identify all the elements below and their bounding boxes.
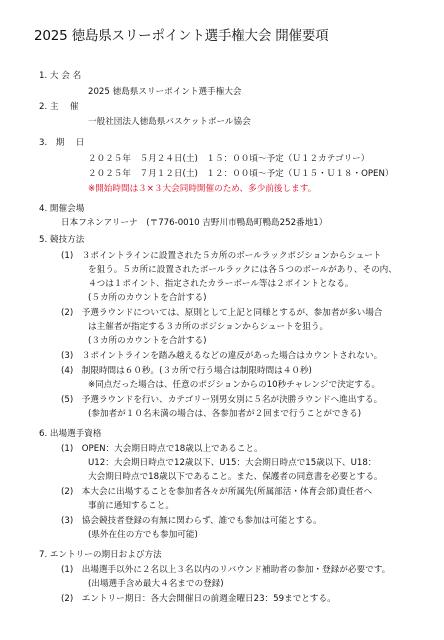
eligibility-line: (県外在住の方でも参加可能) <box>88 530 198 540</box>
eligibility-line: 事前に通知すること。 <box>88 501 174 511</box>
method-line: (５カ所のカウントを合計する) <box>88 293 207 303</box>
eligibility-line: 大会期日時点で18歳以下であること。また、保護者の同意書を必要とする。 <box>88 472 383 482</box>
method-line: ※同点だった場合は、任意のポジションからの10秒チャレンジで決定する。 <box>88 380 381 390</box>
eligibility-line: (2) 本大会に出場することを参加者各々が所属先(所属部活・体育会部)責任者へ <box>61 487 373 497</box>
entry-line: (2) エントリー期日：各大会開催日の前週金曜日23：59までとする。 <box>61 594 336 604</box>
eligibility-line: U12：大会期日時点で12歳以下、U15：大会期日時点で15歳以下、U18： <box>88 458 377 468</box>
method-line: (３カ所のカウントを合計する) <box>88 336 207 346</box>
section-heading-event-name: 1. 大 会 名 <box>39 71 82 81</box>
entry-line: (出場選手含め最大４名までの登録) <box>88 579 224 589</box>
section-heading-venue: 4. 開催会場 <box>39 204 85 214</box>
section-heading-eligibility: 6. 出場選手資格 <box>39 429 102 439</box>
page-title: 2025 徳島県スリーポイント選手権大会 開催要項 <box>34 28 329 44</box>
section-heading-entry: 7. エントリーの期日および方法 <box>39 550 162 560</box>
organizer-value: 一般社団法人徳島県バスケットボール協会 <box>88 117 251 127</box>
eligibility-line: (1) OPEN：大会期日時点で18歳以上であること。 <box>61 444 263 454</box>
method-line: を狙う。５カ所に設置されたボールラックには各５つのボールがあり、その内、 <box>88 265 397 275</box>
section-heading-organizer: 2. 主 催 <box>39 102 79 112</box>
method-line: は主催者が指定する３カ所のポジションからシュートを狙う。 <box>88 322 329 332</box>
date-line-2: ２０２５年 ７月１２日(土) １２：００頃～予定（Ｕ１５・Ｕ１８・OPEN） <box>88 169 394 179</box>
entry-line: (1) 出場選手以外に２名以上３名以内のリバウンド補助者の参加・登録が必要です。 <box>61 565 391 575</box>
method-line: (5) 予選ラウンドを行い、カテゴリー別男女別に５名が決勝ラウンドへ進出する。 <box>61 395 383 405</box>
method-line: (1) ３ポイントラインに設置された５カ所のボールラックポジションからシュート <box>61 251 382 261</box>
method-line: (3) ３ポイントラインを踏み越えるなどの違反があった場合はカウントされない。 <box>61 351 383 361</box>
event-name-value: 2025 徳島県スリーポイント選手権大会 <box>88 87 242 97</box>
method-line: (2) 予選ラウンドについては、原則として上記と同様とするが、参加者が多い場合 <box>61 308 383 318</box>
method-line: (4) 制限時間は６０秒。(３カ所で行う場合は制限時間は４０秒) <box>61 366 312 376</box>
date-note: ※開始時間は３×３大会同時開催のため、多少前後します。 <box>88 184 317 194</box>
venue-value: 日本フネンアリーナ (〒776-0010 吉野川市鴨島町鴨島252番地1） <box>61 218 328 228</box>
eligibility-line: (3) 協会競技者登録の有無に関わらず、誰でも参加は可能とする。 <box>61 516 322 526</box>
method-line: ４つは１ポイント、指定されたカラーボール等は２ポイントとなる。 <box>88 279 354 289</box>
section-heading-method: 5. 競技方法 <box>39 235 85 245</box>
method-line: (参加者が１０名未満の場合は、各参加者が２回まで行うことができる) <box>88 409 362 419</box>
date-line-1: ２０２５年 ５月２４日(土) １５：００頃～予定（Ｕ１２カテゴリー） <box>88 154 370 164</box>
section-heading-dates: 3. 期 日 <box>39 138 85 148</box>
